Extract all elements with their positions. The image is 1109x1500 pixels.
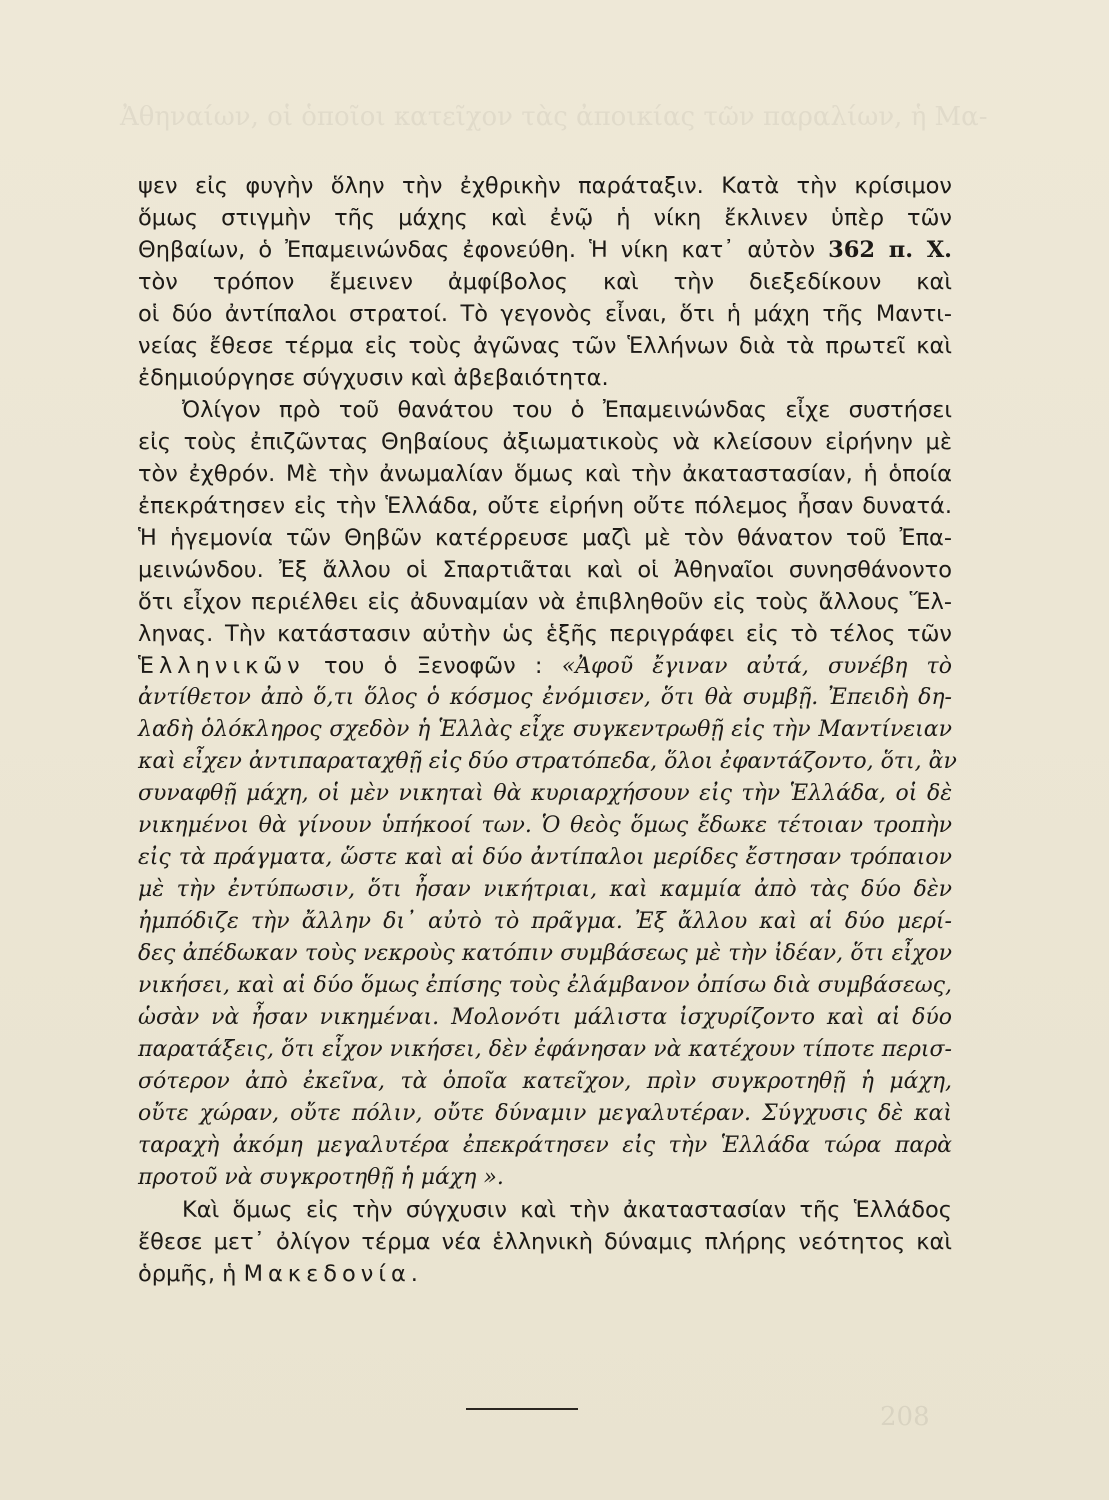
quote-line: παρατάξεις, ὅτι εἶχον νικήσει, δὲν ἐφάνησαν νὰ κατέχουν τίποτε περισ- bbox=[138, 1037, 952, 1062]
quote-line: οὔτε χώραν, οὔτε πόλιν, οὔτε δύναμιν μεγαλυτέραν. Σύγχυσις δὲ καὶ bbox=[138, 1101, 952, 1126]
end-rule bbox=[466, 1408, 578, 1410]
quote-line: ἀντίθετον ἀπὸ ὅ,τι ὅλος ὁ κόσμος ἐνόμισεν, ὅτι θὰ συμβῇ. Ἐπειδὴ δη- bbox=[138, 685, 952, 710]
bleed-through-text: Ἀθηναίων, οἱ ὁποῖοι κατεῖχον τὰς ἀποικίας τῶν παραλίων, ἡ Μα- bbox=[120, 102, 988, 132]
text-line: ψεν εἰς φυγὴν ὅλην τὴν ἐχθρικὴν παράταξιν. Κατὰ τὴν κρίσιμον bbox=[138, 173, 952, 199]
text-line: ἔθεσε μετ᾽ ὀλίγον τέρμα νέα ἑλληνικὴ δύναμις πλήρης νεότητος καὶ bbox=[138, 1229, 952, 1255]
line-segment: ὁρμῆς, ἡ bbox=[138, 1261, 237, 1287]
spaced-word: Μακεδονία. bbox=[243, 1261, 423, 1287]
text-line: οἱ δύο ἀντίπαλοι στρατοί. Τὸ γεγονὸς εἶναι, ὅτι ἡ μάχη τῆς Μαντι- bbox=[138, 301, 952, 327]
text-line bbox=[138, 234, 952, 266]
text-line: ἐπεκράτησεν εἰς τὴν Ἑλλάδα, οὔτε εἰρήνη οὔτε πόλεμος ἦσαν δυνατά. bbox=[138, 493, 952, 519]
spaced-title: Ἑλληνικῶν bbox=[138, 653, 305, 679]
quote-line: καὶ εἶχεν ἀντιπαραταχθῇ εἰς δύο στρατόπεδα, ὅλοι ἐφαντάζοντο, ὅτι, ἂν bbox=[138, 749, 957, 774]
text-line: μεινώνδου. Ἐξ ἄλλου οἱ Σπαρτιᾶται καὶ οἱ Ἀθηναῖοι συνησθάνοντο bbox=[138, 557, 952, 583]
bleed-through-page-number: 208 bbox=[880, 1402, 930, 1432]
text-line: τὸν τρόπον ἔμεινεν ἀμφίβολος καὶ τὴν διεξεδίκουν καὶ bbox=[138, 269, 952, 295]
quote-line: συναφθῇ μάχη, οἱ μὲν νικηταὶ θὰ κυριαρχήσουν εἰς τὴν Ἑλλάδα, οἱ δὲ bbox=[138, 781, 952, 806]
quote-line: μὲ τὴν ἐντύπωσιν, ὅτι ἦσαν νικήτριαι, καὶ καμμία ἀπὸ τὰς δύο δὲν bbox=[138, 877, 952, 902]
quote-line: προτοῦ νὰ συγκροτηθῇ ἡ μάχη ». bbox=[138, 1165, 504, 1190]
quote-line: λαδὴ ὁλόκληρος σχεδὸν ἡ Ἑλλὰς εἶχε συγκεντρωθῇ εἰς τὴν Μαντίνειαν bbox=[138, 717, 952, 742]
text-line: ὅμως στιγμὴν τῆς μάχης καὶ ἐνῷ ἡ νίκη ἔκλινεν ὑπὲρ τῶν bbox=[138, 205, 952, 231]
text-line: τὸν ἐχθρόν. Μὲ τὴν ἀνωμαλίαν ὅμως καὶ τὴν ἀκαταστασίαν, ἡ ὁποία bbox=[138, 461, 952, 487]
quote-line: νικήσει, καὶ αἱ δύο ὅμως ἐπίσης τοὺς ἐλάμβανον ὀπίσω διὰ συμβάσεως, bbox=[138, 973, 952, 998]
text-line bbox=[138, 650, 952, 682]
line-segment: του ὁ Ξενοφῶν : bbox=[324, 653, 543, 679]
quote-line: δες ἀπέδωκαν τοὺς νεκροὺς κατόπιν συμβάσεως μὲ τὴν ἰδέαν, ὅτι εἶχον bbox=[138, 941, 952, 966]
text-line: ὅτι εἶχον περιέλθει εἰς ἀδυναμίαν νὰ ἐπιβληθοῦν εἰς τοὺς ἄλλους Ἕλ- bbox=[138, 589, 952, 615]
quote-line: ὡσὰν νὰ ἦσαν νικημέναι. Μολονότι μάλιστα ἰσχυρίζοντο καὶ αἱ δύο bbox=[138, 1005, 952, 1030]
date-marginal: 362 π. Χ. bbox=[828, 237, 952, 263]
text-line: ἐδημιούργησε σύγχυσιν καὶ ἀβεβαιότητα. bbox=[138, 365, 609, 391]
quote-line: νικημένοι θὰ γίνουν ὑπήκοοί των. Ὁ θεὸς ὅμως ἔδωκε τέτοιαν τροπὴν bbox=[138, 813, 952, 838]
quote-line: ἠμπόδιζε τὴν ἄλλην δι᾽ αὐτὸ τὸ πρᾶγμα. Ἐξ ἄλλου καὶ αἱ δύο μερί- bbox=[138, 909, 952, 934]
quote-line: ταραχὴ ἀκόμη μεγαλυτέρα ἐπεκράτησεν εἰς τὴν Ἑλλάδα τώρα παρὰ bbox=[138, 1133, 952, 1158]
body-text bbox=[138, 170, 957, 1290]
text-line: νείας ἔθεσε τέρμα εἰς τοὺς ἀγῶνας τῶν Ἑλλήνων διὰ τὰ πρωτεῖ καὶ bbox=[138, 333, 952, 359]
quote-line: εἰς τὰ πράγματα, ὥστε καὶ αἱ δύο ἀντίπαλοι μερίδες ἔστησαν τρόπαιον bbox=[138, 845, 952, 870]
text-line: εἰς τοὺς ἐπιζῶντας Θηβαίους ἀξιωματικοὺς νὰ κλείσουν εἰρήνην μὲ bbox=[138, 429, 952, 455]
text-line: Ὀλίγον πρὸ τοῦ θανάτου του ὁ Ἐπαμεινώνδας εἶχε συστήσει bbox=[182, 397, 952, 423]
line-segment: Θηβαίων, ὁ Ἐπαμεινώνδας ἐφονεύθη. Ἡ νίκη κατ᾽ αὐτὸν bbox=[138, 237, 816, 263]
quote-line: σότερον ἀπὸ ἐκεῖνα, τὰ ὁποῖα κατεῖχον, πρὶν συγκροτηθῇ ἡ μάχη, bbox=[138, 1069, 952, 1094]
quote-start: «Ἀφοῦ ἔγιναν αὐτά, συνέβη τὸ bbox=[561, 654, 952, 679]
text-line: Καὶ ὅμως εἰς τὴν σύγχυσιν καὶ τὴν ἀκαταστασίαν τῆς Ἑλλάδος bbox=[182, 1197, 952, 1223]
text-line: Ἡ ἡγεμονία τῶν Θηβῶν κατέρρευσε μαζὶ μὲ τὸν θάνατον τοῦ Ἐπα- bbox=[138, 525, 952, 551]
text-line bbox=[138, 1258, 952, 1290]
text-line: ληνας. Τὴν κατάστασιν αὐτὴν ὡς ἑξῆς περιγράφει εἰς τὸ τέλος τῶν bbox=[138, 621, 952, 647]
